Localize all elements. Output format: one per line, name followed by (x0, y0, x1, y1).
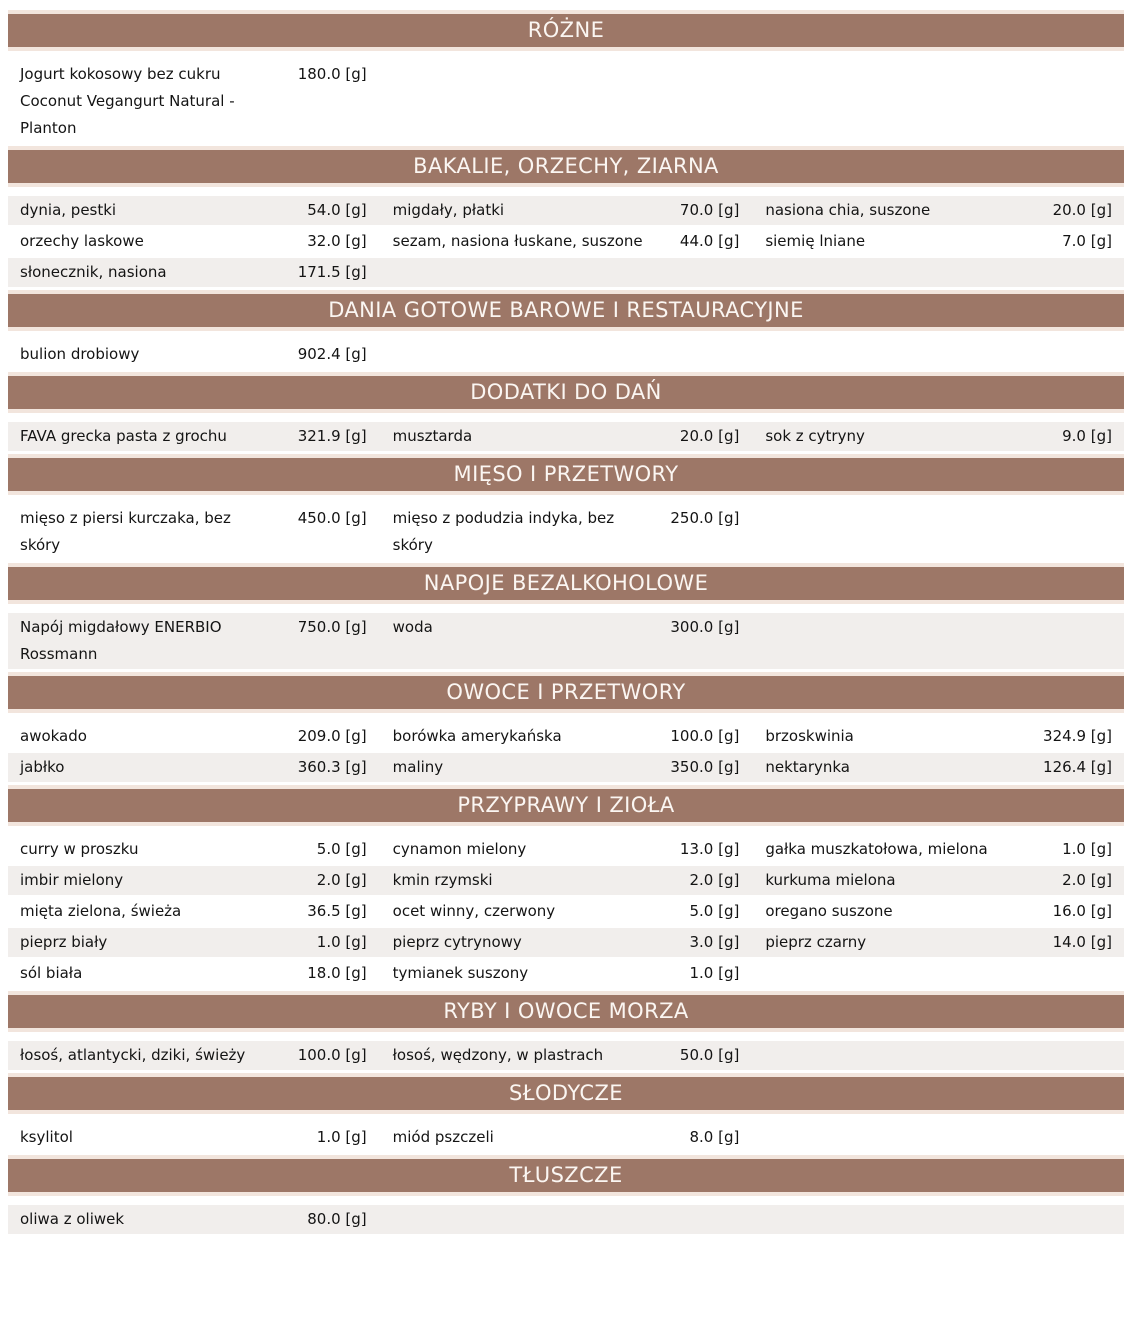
item-cell (20, 1124, 367, 1151)
item-cell (765, 1206, 1112, 1233)
item-name: brzoskwinia (765, 727, 854, 745)
section (8, 1155, 1124, 1234)
table-row (8, 1041, 1124, 1070)
table-row (8, 60, 1124, 143)
table-row (8, 227, 1124, 256)
item-cell (20, 341, 367, 368)
table-row (8, 1123, 1124, 1152)
section-title: PRZYPRAWY I ZIOŁA (457, 793, 675, 817)
item-cell (393, 614, 740, 668)
item-cell (765, 61, 1112, 142)
item-weight: 3.0 [g] (689, 933, 740, 951)
section-rows (8, 504, 1124, 560)
item-name: maliny (392, 758, 444, 776)
item-weight: 360.3 [g] (297, 758, 367, 776)
section-title: SŁODYCZE (509, 1081, 623, 1105)
item-cell (20, 1206, 367, 1233)
item-cell (20, 836, 367, 863)
section-header (8, 785, 1124, 826)
table-row (8, 196, 1124, 225)
item-cell (20, 960, 367, 987)
item-cell (393, 723, 740, 750)
item-cell (765, 341, 1112, 368)
section-title: RYBY I OWOCE MORZA (443, 999, 689, 1023)
item-name: słonecznik, nasiona (20, 263, 167, 281)
item-weight: 70.0 [g] (679, 201, 740, 219)
table-row (8, 340, 1124, 369)
item-weight: 209.0 [g] (297, 727, 367, 745)
item-cell (20, 723, 367, 750)
section-rows (8, 422, 1124, 451)
section-header (8, 563, 1124, 604)
item-cell (20, 197, 367, 224)
table-row (8, 866, 1124, 895)
item-cell (393, 61, 740, 142)
item-name: mięta zielona, świeża (20, 902, 182, 920)
item-weight: 321.9 [g] (297, 427, 367, 445)
item-cell (393, 1124, 740, 1151)
item-cell (765, 898, 1112, 925)
section-title: MIĘSO I PRZETWORY (453, 462, 679, 486)
item-name: ocet winny, czerwony (392, 902, 556, 920)
item-name: imbir mielony (20, 871, 124, 889)
item-cell (765, 423, 1112, 450)
item-weight: 5.0 [g] (316, 840, 367, 858)
item-name: sezam, nasiona łuskane, suszone (392, 232, 643, 250)
section (8, 1073, 1124, 1152)
item-weight: 5.0 [g] (689, 902, 740, 920)
section-rows (8, 613, 1124, 669)
item-cell (393, 929, 740, 956)
section-rows (8, 340, 1124, 369)
item-name: gałka muszkatołowa, mielona (765, 840, 988, 858)
item-cell (20, 867, 367, 894)
section-rows (8, 1041, 1124, 1070)
section (8, 785, 1124, 988)
item-name: woda (392, 618, 433, 636)
section-header (8, 10, 1124, 51)
section-rows (8, 835, 1124, 988)
item-cell (393, 867, 740, 894)
section-header (8, 1073, 1124, 1114)
section-title: DODATKI DO DAŃ (470, 380, 662, 404)
section (8, 563, 1124, 669)
table-row (8, 928, 1124, 957)
table-row (8, 504, 1124, 560)
item-name: bulion drobiowy (20, 345, 140, 363)
item-weight: 902.4 [g] (297, 345, 367, 363)
item-name: sok z cytryny (765, 427, 865, 445)
item-weight: 80.0 [g] (307, 1210, 367, 1228)
table-row (8, 897, 1124, 926)
item-name: miód pszczeli (392, 1128, 494, 1146)
item-weight: 1.0 [g] (316, 933, 367, 951)
item-cell (765, 228, 1112, 255)
item-name: pieprz biały (20, 933, 108, 951)
item-name: oregano suszone (765, 902, 893, 920)
item-cell (20, 754, 367, 781)
item-cell (765, 1042, 1112, 1069)
item-weight: 8.0 [g] (689, 1128, 740, 1146)
item-name: kurkuma mielona (765, 871, 896, 889)
item-name: Jogurt kokosowy bez cukru Coconut Vegangurt Natural - Planton (20, 65, 235, 137)
section (8, 10, 1124, 143)
item-cell (393, 1206, 740, 1233)
item-name: awokado (20, 727, 87, 745)
item-name: oliwa z oliwek (20, 1210, 125, 1228)
item-cell (20, 929, 367, 956)
item-cell (20, 228, 367, 255)
item-weight: 171.5 [g] (297, 263, 367, 281)
section-rows (8, 1205, 1124, 1234)
item-cell (20, 1042, 367, 1069)
item-weight: 9.0 [g] (1062, 427, 1112, 445)
item-weight: 126.4 [g] (1043, 758, 1112, 776)
table-row (8, 722, 1124, 751)
item-name: dynia, pestki (20, 201, 117, 219)
item-weight: 1.0 [g] (316, 1128, 367, 1146)
item-cell (765, 723, 1112, 750)
item-cell (20, 898, 367, 925)
item-cell (765, 505, 1112, 559)
item-weight: 13.0 [g] (679, 840, 740, 858)
item-weight: 54.0 [g] (307, 201, 367, 219)
item-weight: 300.0 [g] (670, 618, 740, 636)
table-row (8, 1205, 1124, 1234)
item-weight: 16.0 [g] (1052, 902, 1112, 920)
item-weight: 100.0 [g] (670, 727, 740, 745)
item-name: cynamon mielony (392, 840, 527, 858)
item-name: kmin rzymski (392, 871, 493, 889)
item-weight: 44.0 [g] (679, 232, 740, 250)
item-cell (765, 259, 1112, 286)
section (8, 146, 1124, 287)
item-cell (393, 754, 740, 781)
section-title: NAPOJE BEZALKOHOLOWE (423, 571, 709, 595)
section-header (8, 290, 1124, 331)
item-name: musztarda (392, 427, 473, 445)
item-cell (765, 867, 1112, 894)
item-cell (20, 61, 367, 142)
item-name: FAVA grecka pasta z grochu (20, 427, 227, 445)
item-cell (765, 836, 1112, 863)
section-title: OWOCE I PRZETWORY (446, 680, 686, 704)
item-name: siemię lniane (765, 232, 866, 250)
item-name: orzechy laskowe (20, 232, 144, 250)
section-title: RÓŻNE (527, 18, 605, 42)
item-weight: 180.0 [g] (297, 65, 367, 83)
item-weight: 20.0 [g] (1052, 201, 1112, 219)
item-weight: 2.0 [g] (1062, 871, 1112, 889)
section-rows (8, 722, 1124, 782)
item-cell (393, 228, 740, 255)
item-name: Napój migdałowy ENERBIO Rossmann (20, 618, 222, 663)
section-title: DANIA GOTOWE BAROWE I RESTAURACYJNE (328, 298, 804, 322)
table-row (8, 258, 1124, 287)
item-weight: 750.0 [g] (297, 618, 367, 636)
item-name: łosoś, wędzony, w plastrach (392, 1046, 604, 1064)
item-name: borówka amerykańska (392, 727, 562, 745)
item-name: pieprz cytrynowy (392, 933, 522, 951)
item-name: pieprz czarny (765, 933, 867, 951)
item-weight: 2.0 [g] (316, 871, 367, 889)
item-cell (765, 960, 1112, 987)
item-name: tymianek suszony (392, 964, 529, 982)
section (8, 372, 1124, 451)
item-cell (765, 197, 1112, 224)
section (8, 991, 1124, 1070)
item-weight: 7.0 [g] (1062, 232, 1112, 250)
item-cell (765, 754, 1112, 781)
item-name: migdały, płatki (392, 201, 505, 219)
item-name: ksylitol (20, 1128, 73, 1146)
item-cell (393, 259, 740, 286)
item-cell (393, 960, 740, 987)
item-cell (393, 836, 740, 863)
item-name: mięso z podudzia indyka, bez skóry (392, 509, 615, 554)
item-cell (20, 259, 367, 286)
item-weight: 32.0 [g] (307, 232, 367, 250)
item-weight: 100.0 [g] (297, 1046, 367, 1064)
table-row (8, 753, 1124, 782)
section-header (8, 991, 1124, 1032)
item-cell (393, 341, 740, 368)
section (8, 454, 1124, 560)
item-name: sól biała (20, 964, 83, 982)
item-name: nektarynka (765, 758, 850, 776)
item-weight: 250.0 [g] (670, 509, 740, 527)
item-weight: 20.0 [g] (679, 427, 740, 445)
item-weight: 1.0 [g] (689, 964, 740, 982)
item-cell (393, 197, 740, 224)
section-title: TŁUSZCZE (509, 1163, 623, 1187)
item-weight: 14.0 [g] (1052, 933, 1112, 951)
section-header (8, 146, 1124, 187)
item-weight: 324.9 [g] (1043, 727, 1112, 745)
item-weight: 450.0 [g] (297, 509, 367, 527)
table-row (8, 959, 1124, 988)
table-row (8, 835, 1124, 864)
item-name: jabłko (20, 758, 65, 776)
section-header (8, 372, 1124, 413)
item-cell (20, 614, 367, 668)
item-weight: 350.0 [g] (670, 758, 740, 776)
section-header (8, 454, 1124, 495)
item-cell (393, 1042, 740, 1069)
item-weight: 18.0 [g] (307, 964, 367, 982)
item-cell (765, 929, 1112, 956)
item-name: curry w proszku (20, 840, 139, 858)
section-rows (8, 196, 1124, 287)
item-name: mięso z piersi kurczaka, bez skóry (20, 509, 231, 554)
item-cell (20, 423, 367, 450)
item-cell (393, 505, 740, 559)
item-cell (765, 614, 1112, 668)
table-row (8, 422, 1124, 451)
section-rows (8, 60, 1124, 143)
section (8, 290, 1124, 369)
item-weight: 2.0 [g] (689, 871, 740, 889)
section-rows (8, 1123, 1124, 1152)
section-title: BAKALIE, ORZECHY, ZIARNA (413, 154, 719, 178)
section-header (8, 672, 1124, 713)
item-name: łosoś, atlantycki, dziki, świeży (20, 1046, 246, 1064)
section-header (8, 1155, 1124, 1196)
item-cell (393, 423, 740, 450)
item-cell (20, 505, 367, 559)
item-cell (765, 1124, 1112, 1151)
table-row (8, 613, 1124, 669)
item-weight: 36.5 [g] (307, 902, 367, 920)
food-categories-report (8, 10, 1124, 1234)
item-weight: 1.0 [g] (1062, 840, 1112, 858)
section (8, 672, 1124, 782)
item-weight: 50.0 [g] (679, 1046, 740, 1064)
item-name: nasiona chia, suszone (765, 201, 931, 219)
item-cell (393, 898, 740, 925)
